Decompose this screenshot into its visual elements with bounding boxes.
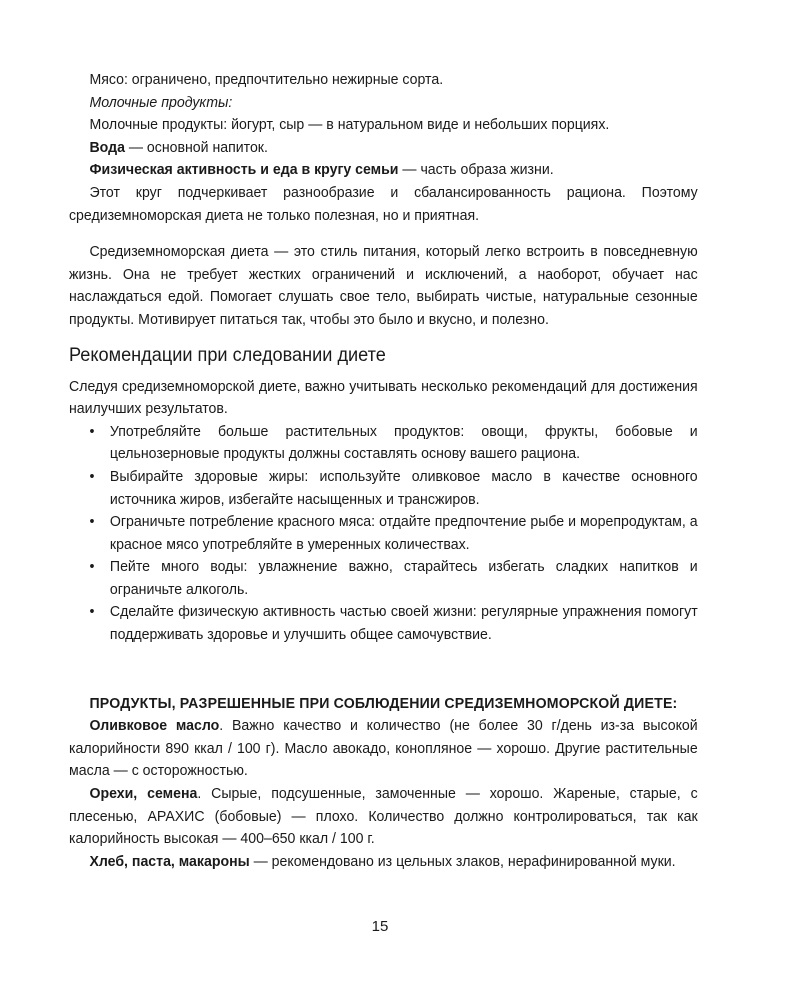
allowed-products-heading: ПРОДУКТЫ, РАЗРЕШЕННЫЕ ПРИ СОБЛЮДЕНИИ СРЕДИЗЕМНОМОРСКОЙ ДИЕТЕ:	[89, 694, 678, 712]
dairy-heading: Молочные продукты:	[89, 93, 233, 111]
recommendations-lead: Следуя средиземноморской диете, важно учитывать несколько рекомендаций для достижения наилучших результатов.	[69, 377, 698, 418]
list-item-text: Сделайте физическую активность частью своей жизни: регулярные упражнения помогут поддерживать здоровье и улучшить общее самочувствие.	[109, 603, 698, 644]
list-item-text: Употребляйте больше растительных продуктов: овощи, фрукты, бобовые и цельнозерновые продукты должны составлять основу вашего рациона.	[109, 422, 698, 463]
olive-oil-label: Оливковое масло	[89, 717, 220, 735]
meat-line: Мясо: ограничено, предпочтительно нежирные сорта.	[89, 71, 444, 88]
bullet-icon: •	[89, 603, 95, 621]
list-item	[69, 511, 698, 556]
list-item	[69, 421, 698, 466]
water-line	[69, 137, 698, 160]
bullet-icon: •	[89, 558, 95, 576]
list-item	[69, 556, 698, 601]
nuts-paragraph	[69, 783, 698, 851]
bullet-icon: •	[89, 513, 95, 531]
intro-paragraph: Средиземноморская диета — это стиль питания, который легко встроить в повседневную жизнь. Она не требует жестких ограничений и исключений, а наоборот, обучает нас наслаждаться едой. Помогает слушать свое тело, выбирать чистые, натуральные сезонные продукты. Мотивирует питаться так, чтобы это было и вкусно, и полезно.	[69, 243, 698, 328]
nuts-text: . Сырые, подсушенные, замоченные — хорошо. Жареные, старые, с плесенью, АРАХИС (бобовые) — плохо. Количество должно контролироваться, так как калорийность высокая — 400–650 ккал / 100 г.	[69, 785, 698, 848]
water-label: Вода	[89, 138, 125, 156]
bread-label: Хлеб, паста, макароны	[89, 852, 250, 870]
activity-label: Физическая активность и еда в кругу семьи	[89, 161, 399, 179]
dairy-line: Молочные продукты: йогурт, сыр — в натуральном виде и небольших порциях.	[89, 116, 610, 134]
list-item-text: Ограничьте потребление красного мяса: отдайте предпочтение рыбе и морепродуктам, а красное мясо употребляйте в умеренных количествах.	[109, 513, 698, 553]
bullet-icon: •	[89, 422, 95, 440]
olive-oil-text: . Важно качество и количество (не более 30 г/день из-за высокой калорийности 890 ккал / 100 г). Масло авокадо, конопляное — хорошо. Другие растительные масла — с осторожностью.	[69, 717, 698, 780]
activity-text: — часть образа жизни.	[398, 161, 554, 179]
list-item-text: Пейте много воды: увлажнение важно, старайтесь избегать сладких напитков и ограничьте алкоголь.	[109, 558, 698, 598]
circle-paragraph: Этот круг подчеркивает разнообразие и сбалансированность рациона. Поэтому средиземноморская диета не только полезная, но и приятная.	[69, 183, 698, 224]
bread-text: — рекомендовано из цельных злаков, нерафинированной муки.	[249, 852, 676, 870]
document-page	[69, 69, 698, 873]
list-item	[69, 601, 698, 646]
nuts-label: Орехи, семена	[89, 785, 198, 803]
olive-oil-paragraph	[69, 715, 698, 783]
bread-paragraph	[69, 851, 698, 874]
bullet-icon: •	[89, 467, 95, 485]
list-item-text: Выбирайте здоровые жиры: используйте оливковое масло в качестве основного источника жиров, избегайте насыщенных и трансжиров.	[109, 467, 698, 508]
recommendations-list	[69, 421, 698, 647]
recommendations-heading: Рекомендации при следовании диете	[69, 343, 386, 366]
list-item	[69, 466, 698, 511]
water-text: — основной напиток.	[124, 138, 268, 156]
activity-line	[69, 159, 698, 182]
page-number: 15	[371, 918, 389, 935]
